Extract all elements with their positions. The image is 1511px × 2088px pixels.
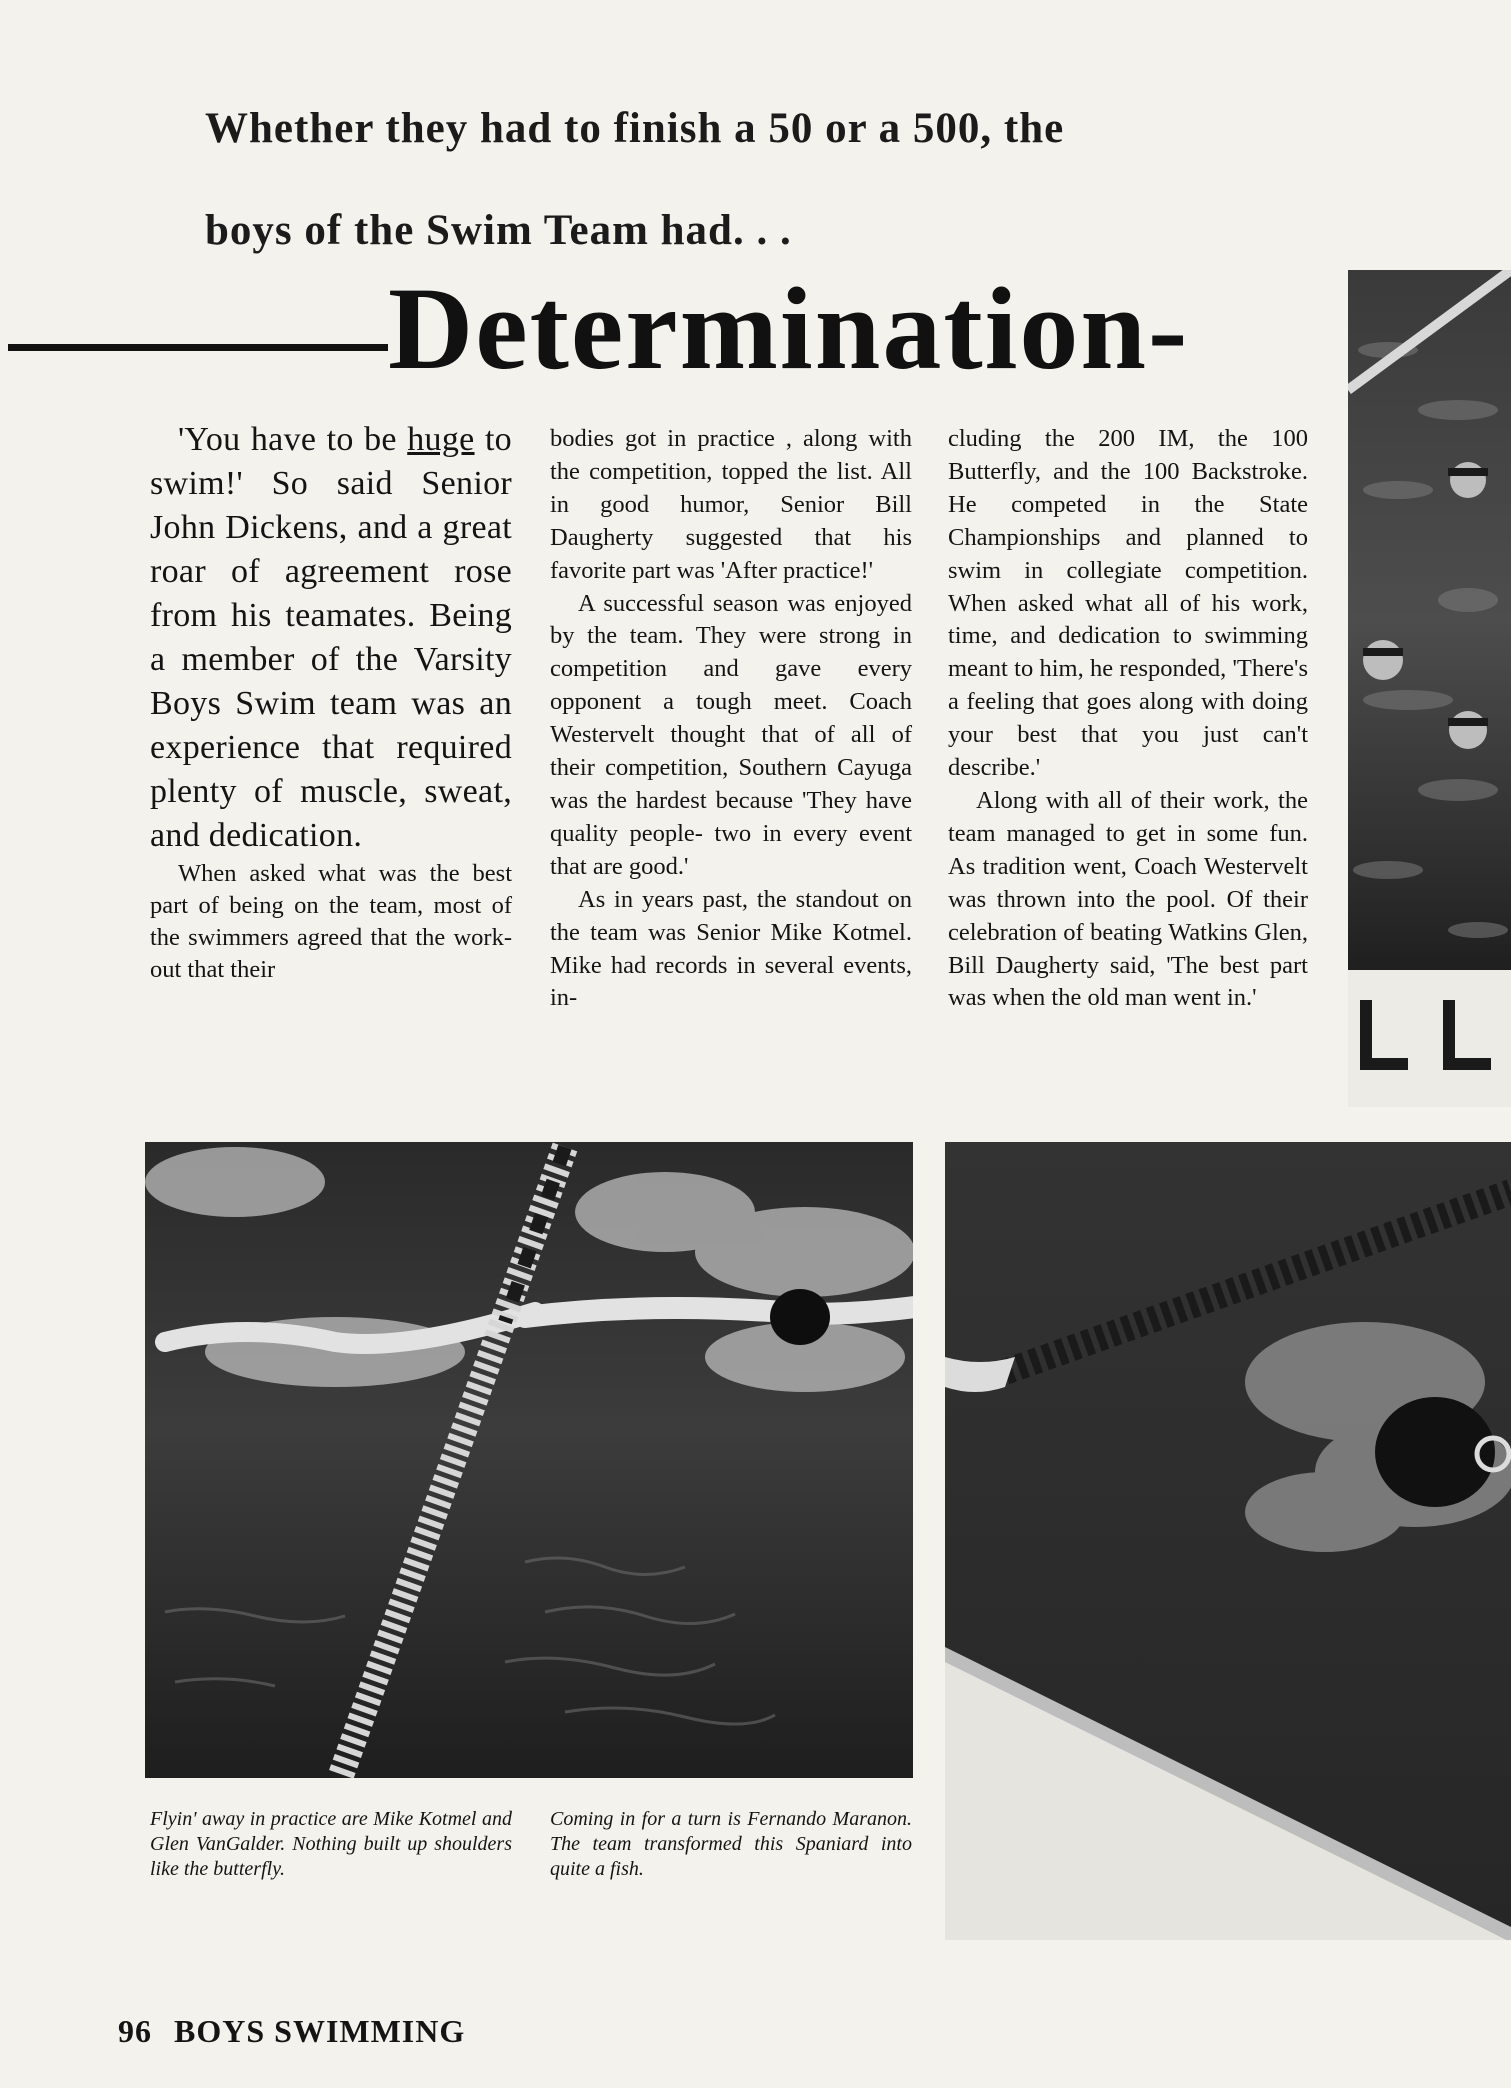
page-footer <box>118 2013 465 2050</box>
article-column-1 <box>150 418 512 986</box>
paragraph: As in years past, the standout on the team was Senior Mike Kotmel. Mike had records in several events, in- <box>550 885 912 1012</box>
page-number: 96 <box>118 2013 152 2049</box>
paragraph: When asked what was the best part of being on the team, most of the swimmers agreed that the work-out that their <box>150 860 512 983</box>
lead-paragraph: 'You have to be huge to swim!' So said Senior John Dickens, and a great roar of agreement rose from his teamates. Being a member of the Varsity Boys Swim team was an experience that required plenty of muscle, sweat, and dedication. <box>150 421 512 854</box>
kicker-line-1: Whether they had to finish a 50 or a 500, the <box>205 105 1065 152</box>
kicker-line-2: boys of the Swim Team had. . . <box>205 207 792 254</box>
caption-butterfly: Flyin' away in practice are Mike Kotmel and Glen VanGalder. Nothing built up shoulders like the butterfly. <box>150 1808 512 1880</box>
section-name: BOYS SWIMMING <box>174 2013 466 2049</box>
underlined-word: huge <box>407 421 475 458</box>
paragraph: A successful season was enjoyed by the team. They were strong in competition and gave every opponent a tough meet. Coach Westervelt thought that of all of their competition, Southern Cayuga was the hardest because 'They have quality people- two in every event that are good.' <box>550 589 912 880</box>
article-column-2 <box>550 423 912 1015</box>
page-title: Determination- <box>388 263 1190 394</box>
freestyle-swimmer-photo <box>945 1142 1511 1940</box>
paragraph: cluding the 200 IM, the 100 Butterfly, and the 100 Backstroke. He competed in the State Championships and planned to swim in collegiate competition. When asked what all of his work, time, and dedication to swimming meant to him, he responded, 'There's a feeling that goes along with doing your best that you just can't describe.' <box>948 425 1308 782</box>
caption-turn: Coming in for a turn is Fernando Maranon. The team transformed this Spaniard into quite a fish. <box>550 1808 912 1880</box>
article-column-3 <box>948 423 1308 1015</box>
title-rule <box>8 344 388 351</box>
paragraph: Along with all of their work, the team managed to get in some fun. As tradition went, Coach Westervelt was thrown into the pool. Of their celebration of beating Watkins Glen, Bill Daugherty said, 'The best part was when the old man went in.' <box>948 786 1308 1012</box>
paragraph: bodies got in practice , along with the competition, topped the list. All in good humor, Senior Bill Daugherty suggested that his favorite part was 'After practice!' <box>550 425 912 584</box>
butterfly-swimmers-photo <box>145 1142 913 1778</box>
swimmers-in-pool-photo <box>1348 270 1511 1107</box>
